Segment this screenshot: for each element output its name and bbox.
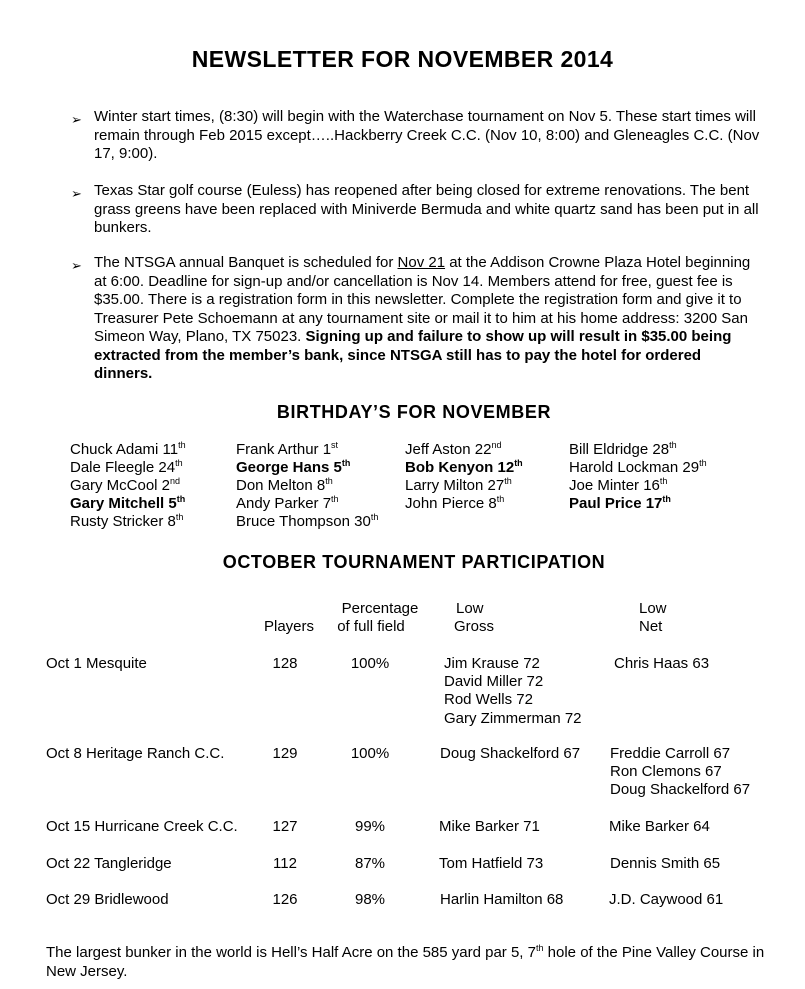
low-net-entry: Doug Shackelford 67 [610,781,751,799]
banquet-text-post: at the Addison Crowne Plaza Hotel beginning at 6:00. Deadline for sign-up and/or cancellation is Nov 14. Members attend for free, guest fee is $35.00. There is a registration form in this newsletter. Complete the registration form and give it to Treasurer Pete Schoemann at any tournament site or mail it to him at his home address: 3200 San Simeon Way, Plano, TX 75023. [94,254,751,345]
birthday-ordinal: th [175,512,184,522]
birthday-name: George Hans 5 [236,459,342,476]
low-gross-entry: Rod Wells 72 [444,691,533,709]
birthday-name: Jeff Aston 22 [405,441,492,458]
footer-sup: th [535,943,544,953]
birthday-entry [70,459,183,476]
birthday-name: Andy Parker 7 [236,495,332,512]
low-gross-entry: Mike Barker 71 [439,818,540,835]
birthday-entry [70,441,186,458]
birthday-ordinal: nd [170,476,181,486]
header-net-line2: Net [639,618,663,635]
low-net-entry: Ron Clemons 67 [610,763,722,781]
header-pct-line2: of full field [337,618,405,635]
footer-text-pre: The largest bunker in the world is Hell’s Half Acre on the 585 yard par 5, 7 [46,944,536,961]
birthday-ordinal: th [175,458,183,468]
birthday-ordinal: th [659,476,668,486]
low-net-entry: Mike Barker 64 [609,818,710,835]
low-gross-entry: Jim Krause 72 [444,655,540,672]
birthday-name: Chuck Adami 11 [70,441,179,458]
birthday-ordinal: th [669,440,677,450]
birthday-entry [236,441,338,458]
birthday-entry [405,441,501,458]
birthday-name: Don Melton 8 [236,477,326,494]
tournament-players: 126 [272,891,298,908]
birthday-entry [569,441,677,458]
low-net-entry: J.D. Caywood 61 [609,891,724,908]
header-pct-line1: Percentage [341,600,419,617]
birthday-name: Rusty Stricker 8 [70,513,176,530]
tournament-event: Oct 22 Tangleridge [46,855,172,872]
birthday-name: Bill Eldridge 28 [569,441,670,458]
footer-text-post: hole of the Pine Valley Course in New Jersey. [46,944,765,980]
birthday-entry [569,495,671,512]
birthdays-heading: BIRTHDAY’S FOR NOVEMBER [276,402,552,422]
bullet-arrow-icon: ➢ [71,112,82,127]
tournament-pct: 100% [350,655,390,672]
participation-heading: OCTOBER TOURNAMENT PARTICIPATION [222,552,606,572]
low-gross-entry: Gary Zimmerman 72 [444,709,582,727]
header-net-line1: Low [639,600,667,617]
low-gross-entry: Doug Shackelford 67 [440,745,581,762]
birthday-ordinal: th [325,476,333,486]
birthday-name: Paul Price 17 [569,495,663,512]
birthday-name: John Pierce 8 [405,495,497,512]
birthday-entry [405,495,504,512]
header-gross-line2: Gross [454,618,495,635]
tournament-event: Oct 8 Heritage Ranch C.C. [46,745,225,762]
low-gross-entry: David Miller 72 [444,673,544,691]
birthday-ordinal: th [176,494,186,504]
low-gross-entry: Harlin Hamilton 68 [440,891,564,908]
tournament-pct: 99% [354,818,386,835]
birthday-entry [569,459,707,476]
bullet-arrow-icon: ➢ [71,258,82,273]
bullet-texas-star: Texas Star golf course (Euless) has reopened after being closed for extreme renovations. The bent grass greens have been replaced with Miniverde Bermuda and white quartz sand has been put in all bunkers. [94,182,759,236]
banquet-text-pre: The NTSGA annual Banquet is scheduled for [94,254,398,271]
birthday-entry [70,513,183,530]
birthday-ordinal: nd [491,440,502,450]
birthday-ordinal: th [496,494,505,504]
birthday-name: Dale Fleegle 24 [70,459,176,476]
bullet-arrow-icon: ➢ [71,186,82,201]
birthday-name: Gary Mitchell 5 [70,495,177,512]
low-gross-entry: Tom Hatfield 73 [439,855,544,872]
tournament-event: Oct 1 Mesquite [46,655,147,672]
bullet-banquet [94,254,762,384]
tournament-players: 112 [273,855,297,872]
bullet-start-times: Winter start times, (8:30) will begin with the Waterchase tournament on Nov 5. These start times will remain through Feb 2015 except…..Hackberry Creek C.C. (Nov 10, 8:00) and Gleneagles C.C. (Nov 17, 9:00). [94,108,760,162]
header-gross-line1: Low [456,600,484,617]
tournament-pct: 87% [354,855,386,872]
banquet-warning: Signing up and failure to show up will result in $35.00 being extracted from the member’s bank, since NTSGA still has to pay the hotel for ordered dinners. [94,328,732,382]
birthday-ordinal: th [370,512,379,522]
tournament-players: 128 [272,655,298,672]
birthday-name: Joe Minter 16 [569,477,660,494]
birthday-ordinal: st [331,440,339,450]
low-net-entry: Dennis Smith 65 [610,855,721,872]
tournament-pct: 100% [350,745,390,762]
tournament-players: 127 [272,818,298,835]
birthday-entry [236,513,378,530]
birthday-entry [70,477,180,494]
birthday-ordinal: th [331,494,339,504]
birthday-name: Gary McCool 2 [70,477,171,494]
birthday-name: Bruce Thompson 30 [236,513,371,530]
newsletter-title: NEWSLETTER FOR NOVEMBER 2014 [191,46,614,72]
birthday-ordinal: th [341,458,351,468]
fun-fact-footer [46,944,766,981]
birthday-ordinal: th [514,458,523,468]
birthday-entry [236,477,333,494]
tournament-event: Oct 29 Bridlewood [46,891,169,908]
low-net-entry: Freddie Carroll 67 [610,745,731,762]
birthday-ordinal: th [699,458,707,468]
birthday-name: Frank Arthur 1 [236,441,332,458]
header-players: Players [264,618,315,635]
tournament-event: Oct 15 Hurricane Creek C.C. [46,818,238,835]
birthday-entry [70,495,185,512]
birthday-entry [236,495,339,512]
birthday-entry [236,459,350,476]
birthday-ordinal: th [178,440,186,450]
birthday-entry [569,477,667,494]
banquet-date-underlined: Nov 21 [397,254,446,271]
low-net-entry: Chris Haas 63 [614,655,710,672]
birthday-name: Larry Milton 27 [405,477,505,494]
tournament-players: 129 [272,745,298,762]
tournament-pct: 98% [354,891,386,908]
birthday-ordinal: th [504,476,512,486]
birthday-entry [405,459,523,476]
birthday-ordinal: th [662,494,671,504]
birthday-name: Bob Kenyon 12 [405,459,515,476]
birthday-entry [405,477,512,494]
birthday-name: Harold Lockman 29 [569,459,700,476]
